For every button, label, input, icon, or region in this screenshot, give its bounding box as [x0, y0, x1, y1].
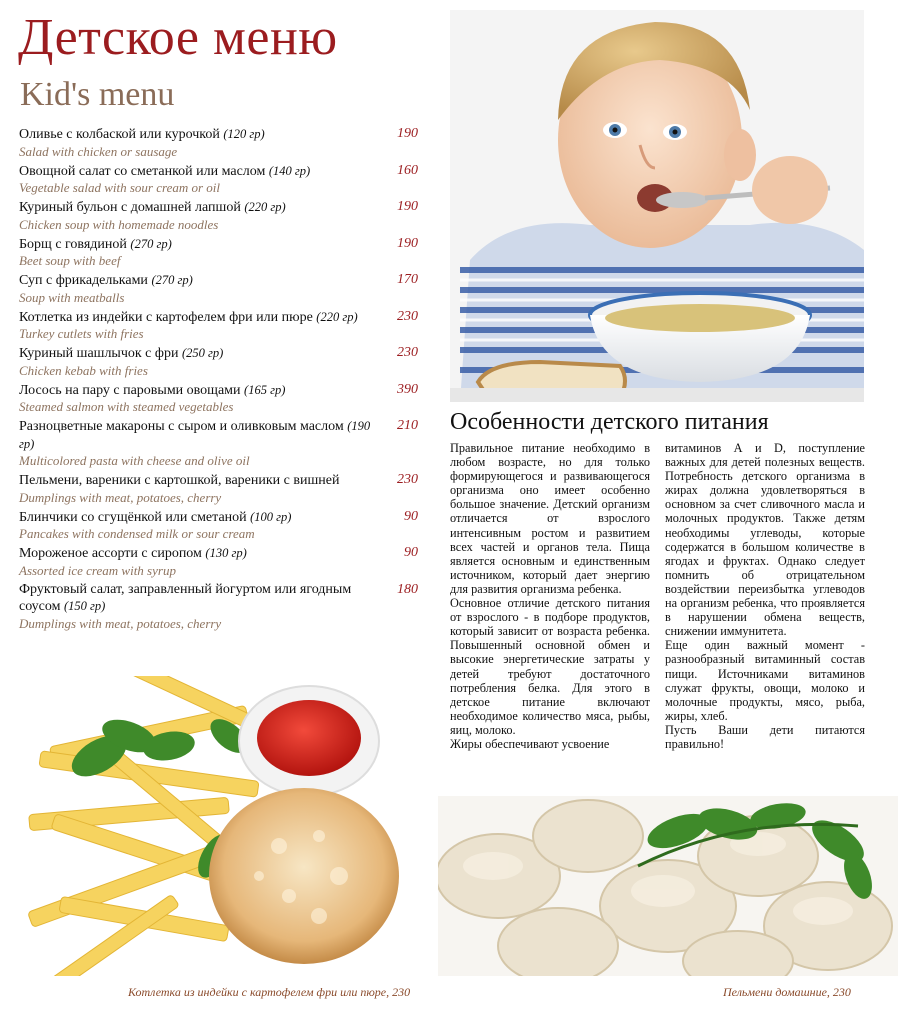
menu-item-title: Овощной салат со сметанкой или маслом [19, 163, 266, 179]
menu-item-weight: (270 гр) [130, 236, 172, 251]
menu-item-title: Куриный бульон с домашней лапшой [19, 200, 241, 215]
menu-item [19, 309, 424, 342]
menu-item [19, 163, 424, 196]
menu-item-weight: (150 гр) [64, 599, 106, 613]
menu-item-name-ru [19, 126, 384, 144]
menu-item-name-ru [19, 382, 384, 400]
menu-item [19, 272, 424, 305]
menu-item-weight: (190 гр) [19, 419, 371, 451]
page-title: Детское меню [18, 9, 338, 66]
menu-item-name-ru [19, 236, 384, 254]
child-eating-soup-photo [450, 10, 864, 402]
menu-item-price: 190 [397, 199, 418, 214]
article-paragraph: Правильное питание необходимо в любом возрасте, но для только формирующегося и развивающегося организма оно имеет особенно большое значение. Детский организм отличается от взрослого интенсивным ростом и развитием всех частей и органов тела. Пища является основным и единственным источником, который дает энергию для развития организма ребенка. [450, 441, 650, 596]
menu-item-name-ru [19, 309, 384, 327]
menu-item-name-ru [19, 509, 384, 527]
menu-item-price: 180 [397, 581, 418, 597]
article-paragraph: Жиры обеспечивают усвоение [450, 736, 610, 751]
menu-item-name-ru [19, 163, 384, 181]
menu-item-title: Пельмени, вареники с картошкой, вареники с вишней [19, 473, 340, 488]
menu-item-price: 90 [404, 508, 418, 524]
menu-item-price: 210 [397, 418, 418, 433]
article-title: Особенности детского питания [450, 409, 769, 435]
menu-item-name-ru [19, 272, 384, 290]
menu-item-name-ru [19, 418, 384, 453]
menu-item [19, 382, 424, 415]
menu-item-name-en: Multicolored pasta with cheese and olive oil [19, 453, 250, 468]
menu-item [19, 582, 424, 631]
menu-item [19, 545, 424, 578]
caption-dumplings: Пельмени домашние, 230 [723, 985, 851, 999]
menu-item [19, 472, 424, 505]
menu-item-weight: (270 гр) [151, 273, 193, 287]
menu-item-name-en: Beet soup with beef [19, 253, 121, 268]
page-subtitle: Kid's menu [20, 76, 175, 113]
menu-item-title: Суп с фрикадельками [19, 273, 148, 288]
menu-item-name-en: Soup with meatballs [19, 289, 125, 305]
menu-item-name-en: Dumplings with meat, potatoes, cherry [19, 489, 222, 505]
menu-item-price: 230 [397, 345, 418, 360]
menu-item-title: Лосось на пару с паровыми овощами [19, 382, 241, 398]
menu-item-price: 190 [397, 235, 418, 251]
article-paragraph: витаминов А и D, поступление важных для детей полезных веществ. Потребность детского организма в жирах должна удовлетворяться в основном за счет сливочного масла и молочных продуктов. Также детям необходимы углеводы, которые содержатся в большом количестве в ягодах и фруктах. Однако следует помнить об отрицательном воздействии переизбытка углеводов на организм ребенка, что проявляется в нарушении обмена веществ, снижении иммунитета. [665, 441, 865, 639]
menu-item-name-en: Chicken soup with homemade noodles [19, 216, 219, 232]
menu-item-weight: (140 гр) [268, 163, 311, 178]
menu-item-price: 90 [404, 545, 418, 560]
menu-item-name-en: Assorted ice cream with syrup [19, 562, 176, 578]
menu-item [19, 345, 424, 378]
menu-list [19, 126, 424, 635]
menu-item-name-ru [19, 199, 384, 217]
menu-item-title: Куриный шашлычок с фри [19, 346, 179, 361]
menu-item-title: Мороженое ассорти с сиропом [19, 546, 202, 561]
menu-item-name-en: Chicken kebab with fries [19, 362, 148, 378]
article-paragraph: Еще один важный момент - разнообразный витаминный состав пищи. Источниками витаминов служат фрукты, овощи, молоко и молочные продукты, мясо, рыба, жиры, хлеб. [665, 638, 865, 723]
menu-item-title: Разноцветные макароны с сыром и оливковым маслом [19, 419, 344, 434]
homemade-dumplings-photo [438, 796, 898, 976]
menu-item-name-en: Dumplings with meat, potatoes, cherry [19, 615, 222, 631]
menu-item-name-ru [19, 472, 384, 490]
menu-item-weight: (250 гр) [181, 346, 224, 360]
menu-item-weight: (220 гр) [244, 200, 286, 214]
menu-item-title: Блинчики со сгущёнкой или сметаной [19, 509, 247, 525]
menu-item-name-ru [19, 582, 384, 616]
menu-item [19, 126, 424, 159]
menu-item-price: 230 [397, 472, 418, 487]
menu-item-name-en: Vegetable salad with sour cream or oil [19, 180, 221, 195]
menu-item-name-en: Salad with chicken or sausage [19, 143, 178, 159]
menu-item-name-ru [19, 345, 384, 363]
menu-item-price: 390 [397, 381, 418, 397]
menu-item-title: Оливье с колбаской или курочкой [19, 127, 220, 142]
article-column-right [665, 441, 865, 751]
menu-item-weight: (120 гр) [223, 127, 265, 141]
menu-item [19, 509, 424, 542]
menu-item-title: Фруктовый салат, заправленный йогуртом или ягодным соусом [19, 581, 352, 614]
menu-item [19, 199, 424, 232]
menu-item-price: 170 [397, 272, 418, 287]
menu-item [19, 418, 424, 468]
article-paragraph: Пусть Ваши дети питаются правильно! [665, 722, 865, 751]
menu-item-weight: (165 гр) [244, 382, 286, 397]
menu-item-name-en: Steamed salmon with steamed vegetables [19, 399, 234, 414]
menu-item-title: Котлетка из индейки с картофелем фри или пюре [19, 309, 313, 325]
menu-item-name-en: Turkey cutlets with fries [19, 326, 144, 341]
caption-turkey-cutlet: Котлетка из индейки с картофелем фри или пюре, 230 [128, 985, 411, 999]
menu-item-weight: (130 гр) [205, 546, 247, 560]
menu-item-name-en: Pancakes with condensed milk or sour cream [19, 526, 255, 541]
menu-item-price: 160 [397, 162, 418, 178]
menu-item [19, 236, 424, 269]
article-column-left [450, 441, 650, 751]
menu-item-price: 190 [397, 126, 418, 141]
menu-item-title: Борщ с говядиной [19, 236, 127, 252]
menu-item-price: 230 [397, 308, 418, 324]
menu-item-name-ru [19, 545, 384, 563]
turkey-cutlet-with-fries-photo [19, 676, 429, 976]
article-paragraph: Основное отличие детского питания от взрослого - в подборе продуктов, который зависит от возраста ребенка. Повышенный основной обмен и высокие энергетические затраты у детей требуют достаточного потребления белка. Для этого в детское питание включают необходимое количество мяса, рыбы, яиц, молоко. [450, 596, 650, 737]
menu-item-weight: (100 гр) [250, 509, 292, 524]
menu-item-weight: (220 гр) [316, 309, 358, 324]
